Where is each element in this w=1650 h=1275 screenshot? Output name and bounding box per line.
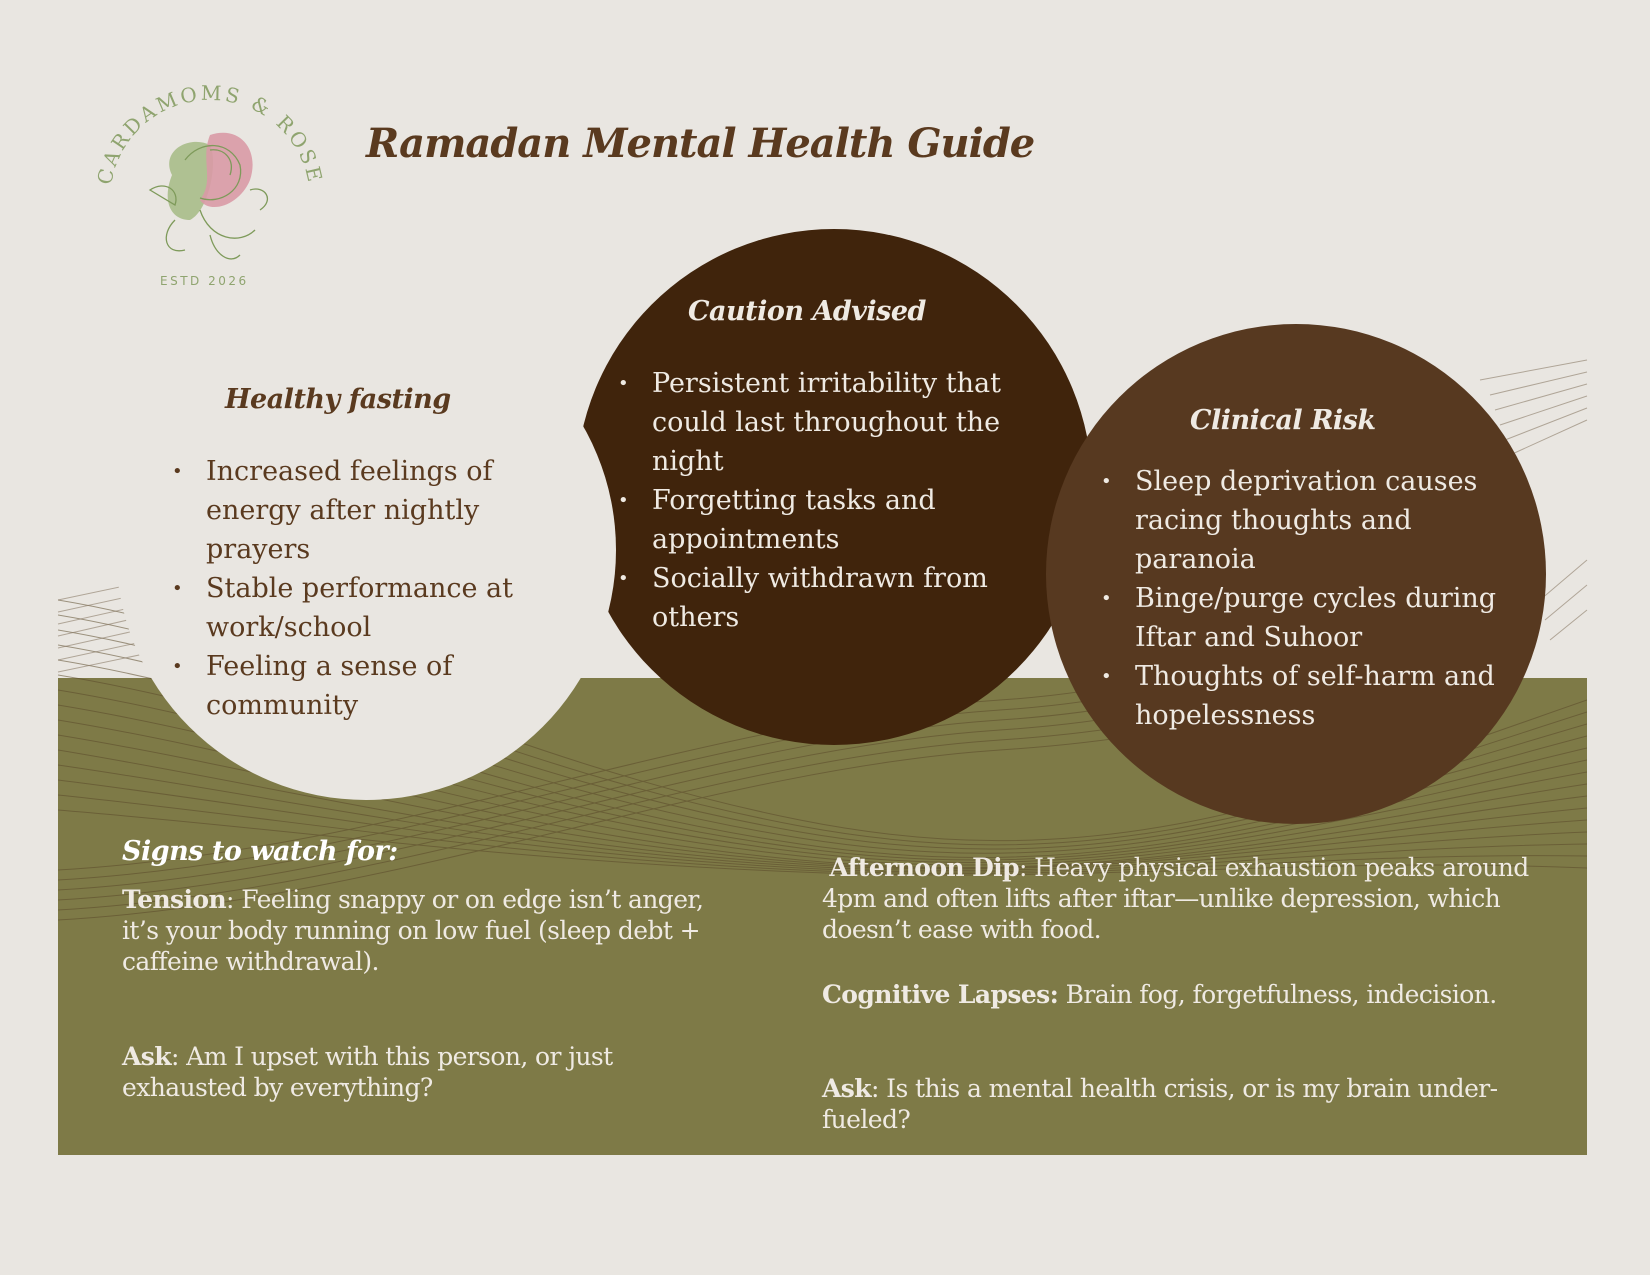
cognitive-lapses-label: Cognitive Lapses: [822, 980, 1059, 1009]
cognitive-lapses-paragraph [822, 979, 1542, 1010]
afternoon-dip-text: Heavy physical exhaustion peaks around 4pm and often lifts after iftar—unlike depression, which doesn’t ease with food. [822, 853, 1529, 944]
list-item: • Thoughts of self-harm and hopelessness [1101, 657, 1521, 735]
clinical-risk-list [1101, 462, 1521, 735]
list-item: • Sleep deprivation causes racing thoughts and paranoia [1101, 462, 1521, 579]
afternoon-dip-paragraph: Afternoon Dip: Heavy physical exhaustion peaks around 4pm and often lifts after iftar—unlike depression, which doesn’t ease with food. [822, 853, 1529, 944]
tension-label: Tension [122, 885, 227, 914]
logo-arc-text: CARDAMOMS & ROSE [92, 80, 328, 187]
healthy-fasting-list [172, 452, 592, 725]
established-year: ESTD 2026 [160, 274, 249, 288]
signs-heading: Signs to watch for: [122, 836, 398, 867]
page-title: Ramadan Mental Health Guide [366, 120, 1035, 167]
list-item: • Feeling a sense of community [172, 647, 592, 725]
list-item: • Increased feelings of energy after nightly prayers [172, 452, 592, 569]
ask-text: Am I upset with this person, or just exhausted by everything? [122, 1042, 613, 1102]
ask-label: Ask [822, 1074, 871, 1103]
ask-left-paragraph: Ask: Am I upset with this person, or just exhausted by everything? [122, 1042, 613, 1102]
healthy-fasting-heading: Healthy fasting [225, 384, 451, 415]
tension-paragraph: Tension: Feeling snappy or on edge isn’t anger, it’s your body running on low fuel (sleep debt + caffeine withdrawal). [122, 885, 704, 976]
cognitive-lapses-text: Brain fog, forgetfulness, indecision. [1065, 980, 1497, 1009]
caution-advised-heading: Caution Advised [688, 296, 926, 327]
list-item: • Forgetting tasks and appointments [618, 481, 1068, 559]
list-item: • Binge/purge cycles during Iftar and Suhoor [1101, 579, 1521, 657]
afternoon-dip-label: Afternoon Dip [829, 853, 1019, 882]
tension-text: Feeling snappy or on edge isn’t anger, it’s your body running on low fuel (sleep debt + caffeine withdrawal). [122, 885, 704, 976]
ask-label: Ask [122, 1042, 171, 1071]
rose-icon [150, 133, 267, 259]
list-item: • Persistent irritability that could last throughout the night [618, 364, 1068, 481]
caution-advised-list [618, 364, 1068, 637]
ask-text: Is this a mental health crisis, or is my brain under-fueled? [822, 1074, 1498, 1134]
list-item: • Stable performance at work/school [172, 569, 592, 647]
brand-logo [90, 70, 330, 300]
list-item: • Socially withdrawn from others [618, 559, 1068, 637]
ask-right-paragraph: Ask: Is this a mental health crisis, or is my brain under-fueled? [822, 1074, 1498, 1134]
clinical-risk-heading: Clinical Risk [1190, 405, 1376, 436]
